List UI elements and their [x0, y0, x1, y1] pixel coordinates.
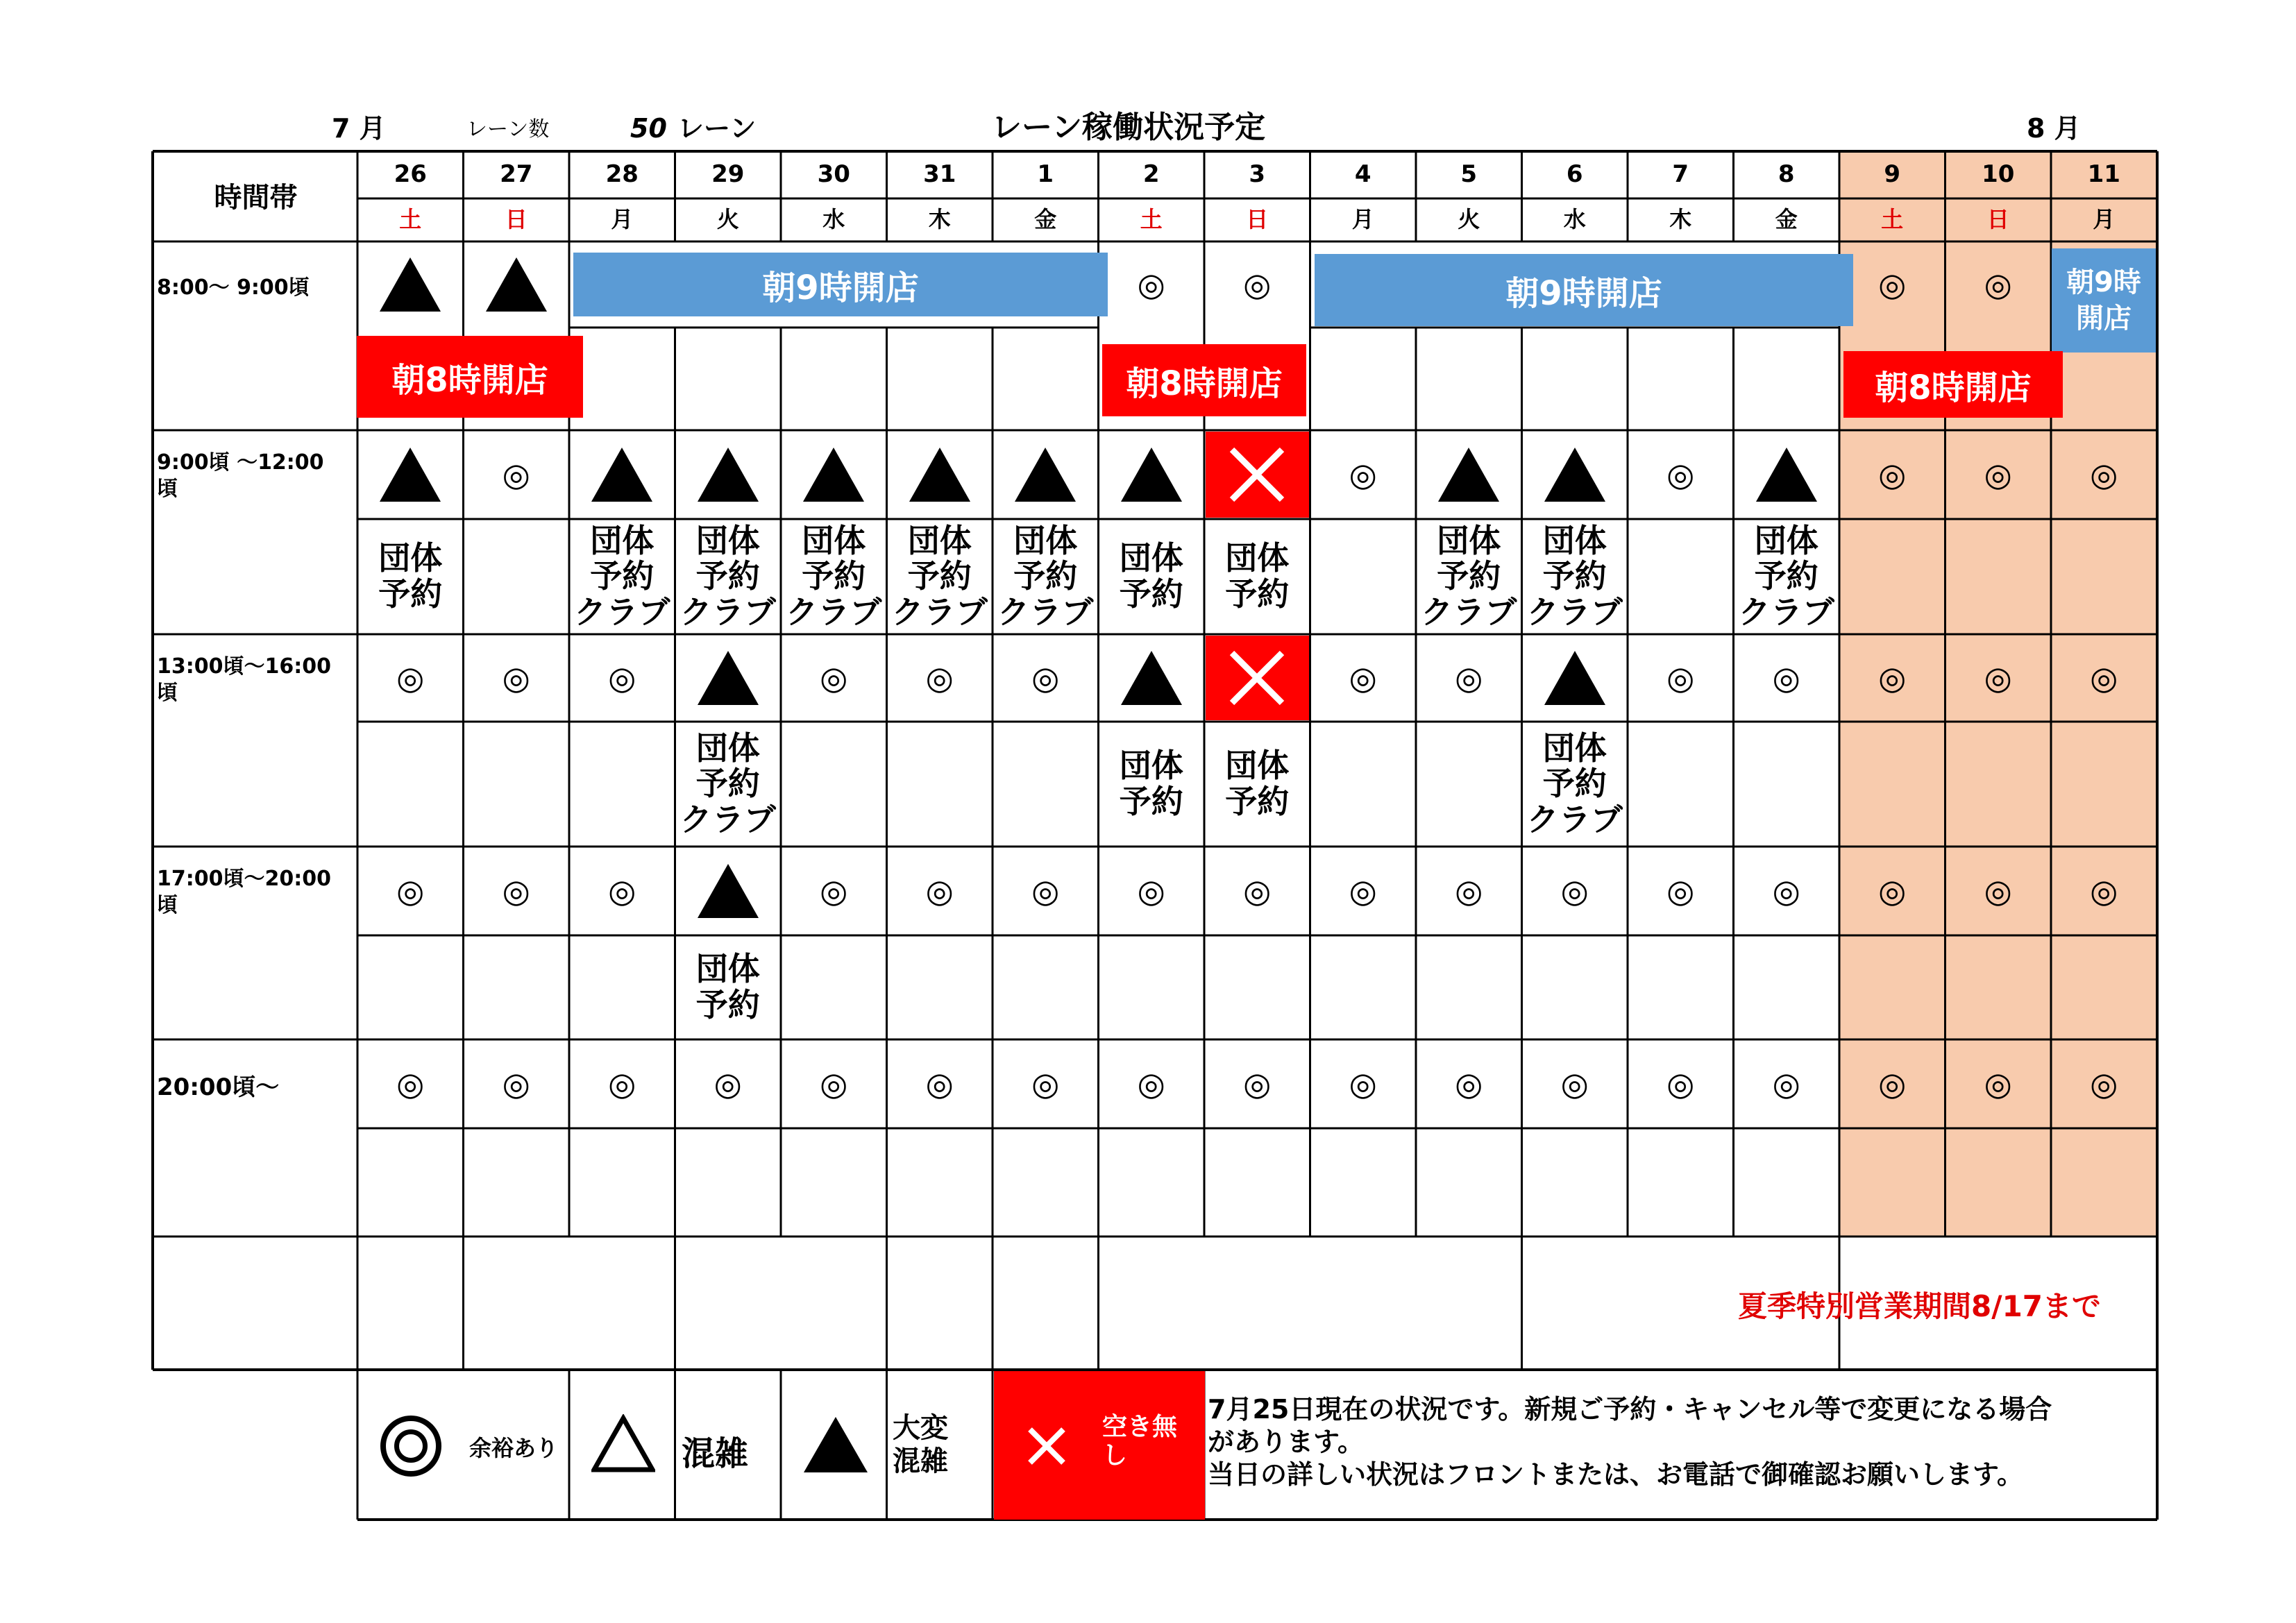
- dow-cell: 木: [928, 206, 951, 233]
- status-triangle-icon: [781, 430, 887, 519]
- status-circle-icon: ◎: [1878, 872, 1907, 910]
- group-note-text: 団体 予約: [1119, 747, 1183, 820]
- date-cell: 7: [1672, 160, 1689, 189]
- group-reservation-note: [675, 935, 782, 1039]
- status-circle-icon: ◎: [502, 455, 530, 493]
- summer-note: 夏季特別営業期間8/17まで: [1738, 1289, 2102, 1323]
- date-cell: 11: [2087, 160, 2120, 189]
- status-circle-icon: ◎: [1666, 872, 1695, 910]
- group-note-text: 団体 予約: [695, 950, 760, 1023]
- status-circle-icon: ◎: [820, 658, 848, 697]
- status-circle-icon: ◎: [608, 658, 636, 697]
- date-cell: 27: [500, 160, 533, 189]
- legend-x-label: 空き無 し: [1102, 1413, 1178, 1470]
- dow-cell: 水: [822, 206, 845, 233]
- status-circle-icon: ◎: [1031, 658, 1060, 697]
- status-circle-icon: ◎: [1243, 872, 1272, 910]
- page-title: レーン稼働状況予定: [991, 110, 1266, 145]
- status-circle-icon: ◎: [1666, 1064, 1695, 1103]
- status-triangle-icon: [464, 241, 570, 328]
- status-circle-icon: ◎: [820, 872, 848, 910]
- status-circle-icon: ◎: [1666, 455, 1695, 493]
- status-circle-icon: ◎: [2090, 1064, 2118, 1103]
- status-circle-icon: ◎: [608, 872, 636, 910]
- status-circle-icon: ◎: [1349, 455, 1377, 493]
- date-cell: 2: [1142, 160, 1160, 189]
- group-note-text: 団体 予約 クラブ: [997, 521, 1094, 631]
- group-reservation-note: [1099, 722, 1205, 847]
- legend-open-triangle-label: 混雑: [682, 1434, 749, 1473]
- legend-filled-triangle-icon: [802, 1416, 869, 1474]
- dow-cell: 火: [1458, 206, 1480, 233]
- status-circle-icon: ◎: [820, 1064, 848, 1103]
- status-triangle-icon: [1734, 430, 1840, 519]
- date-cell: 10: [1982, 160, 2015, 189]
- dow-cell: 土: [1140, 206, 1163, 233]
- status-circle-icon: ◎: [1031, 872, 1060, 910]
- status-circle-icon: ◎: [2090, 658, 2118, 697]
- group-reservation-note: [1416, 519, 1522, 634]
- group-reservation-note: [1734, 519, 1840, 634]
- status-triangle-shape: [1544, 651, 1605, 705]
- status-triangle-shape: [698, 651, 759, 705]
- banner-open9-a: 朝9時開店: [573, 253, 1108, 316]
- status-circle-icon: ◎: [1560, 872, 1589, 910]
- status-circle-icon: ◎: [1878, 658, 1907, 697]
- group-reservation-note: [1204, 722, 1310, 847]
- status-x-icon: [1228, 649, 1286, 707]
- status-circle-icon: ◎: [502, 658, 530, 697]
- status-circle-icon: ◎: [502, 872, 530, 910]
- time-slot-1: 8:00～ 9:00頃: [157, 275, 310, 300]
- status-circle-icon: ◎: [1455, 1064, 1483, 1103]
- status-triangle-icon: [993, 430, 1099, 519]
- status-triangle-shape: [698, 448, 759, 502]
- status-triangle-shape: [1756, 448, 1817, 502]
- banner-open8-b: 朝8時開店: [1102, 344, 1306, 416]
- status-circle-icon: ◎: [1560, 1064, 1589, 1103]
- banner-open9-b: 朝9時開店: [1315, 254, 1853, 326]
- status-circle-icon: ◎: [396, 658, 425, 697]
- legend-notice: 7月25日現在の状況です。新規ご予約・キャンセル等で変更になる場合 があります。 当日の詳しい状況はフロントまたは、お電話で御確認お願いします。: [1208, 1394, 2052, 1490]
- group-note-text: 団体 予約: [1225, 539, 1290, 613]
- group-note-text: 団体 予約 クラブ: [1526, 521, 1623, 631]
- status-circle-icon: ◎: [2090, 872, 2118, 910]
- lanes-count: 50: [630, 113, 667, 144]
- status-circle-icon: ◎: [396, 872, 425, 910]
- status-triangle-shape: [909, 448, 970, 502]
- dow-cell: 木: [1669, 206, 1692, 233]
- status-triangle-icon: [1099, 430, 1205, 519]
- status-circle-icon: ◎: [1878, 455, 1907, 493]
- banner-open8-a: 朝8時開店: [357, 336, 583, 418]
- status-triangle-shape: [486, 257, 547, 312]
- group-reservation-note: [569, 519, 675, 634]
- status-circle-icon: ◎: [1243, 265, 1272, 303]
- status-circle-icon: ◎: [1137, 1064, 1165, 1103]
- group-note-text: 団体 予約 クラブ: [679, 729, 776, 838]
- lanes-label: レーン数: [466, 117, 550, 142]
- status-circle-icon: ◎: [1984, 872, 2012, 910]
- group-reservation-note: [1522, 519, 1628, 634]
- status-full-cell: [1206, 432, 1309, 518]
- banner-open8-c: 朝8時開店: [1843, 351, 2063, 418]
- status-triangle-icon: [887, 430, 993, 519]
- status-triangle-shape: [803, 448, 864, 502]
- dow-cell: 日: [505, 206, 527, 233]
- banner-open9-c: 朝9時 開店: [2052, 248, 2156, 352]
- date-cell: 8: [1778, 160, 1795, 189]
- status-circle-icon: ◎: [1349, 872, 1377, 910]
- group-note-text: 団体 予約 クラブ: [679, 521, 776, 631]
- group-reservation-note: [1204, 519, 1310, 634]
- group-note-text: 団体 予約 クラブ: [891, 521, 988, 631]
- status-x-icon: [1228, 445, 1286, 504]
- status-triangle-shape: [1015, 448, 1076, 502]
- status-triangle-icon: [1099, 634, 1205, 722]
- status-triangle-shape: [1438, 448, 1499, 502]
- group-reservation-note: [357, 519, 464, 634]
- status-triangle-icon: [357, 241, 464, 328]
- dow-cell: 土: [399, 206, 422, 233]
- group-note-text: 団体 予約: [1225, 747, 1290, 820]
- group-reservation-note: [1522, 722, 1628, 847]
- legend-filled-triangle-label: 大変 混雑: [893, 1412, 948, 1477]
- status-circle-icon: ◎: [1984, 658, 2012, 697]
- month-right: 8 月: [2027, 113, 2081, 144]
- dow-cell: 日: [1986, 206, 2009, 233]
- group-note-text: 団体 予約 クラブ: [1738, 521, 1834, 631]
- dow-cell: 月: [1351, 206, 1374, 233]
- legend-circle-icon: [380, 1416, 441, 1477]
- group-note-text: 団体 予約 クラブ: [574, 521, 670, 631]
- status-circle-icon: ◎: [1878, 1064, 1907, 1103]
- group-reservation-note: [1099, 519, 1205, 634]
- date-cell: 31: [923, 160, 956, 189]
- group-reservation-note: [887, 519, 993, 634]
- group-note-text: 団体 予約: [1119, 539, 1183, 613]
- status-circle-icon: ◎: [502, 1064, 530, 1103]
- status-circle-icon: ◎: [1984, 1064, 2012, 1103]
- date-cell: 28: [605, 160, 639, 189]
- group-note-text: 団体 予約 クラブ: [1526, 729, 1623, 838]
- status-triangle-shape: [591, 448, 652, 502]
- status-triangle-shape: [1121, 448, 1182, 502]
- status-triangle-shape: [1121, 651, 1182, 705]
- status-triangle-shape: [698, 864, 759, 918]
- group-reservation-note: [781, 519, 887, 634]
- status-circle-icon: ◎: [1349, 658, 1377, 697]
- dow-cell: 火: [716, 206, 739, 233]
- status-triangle-icon: [1522, 430, 1628, 519]
- status-circle-icon: ◎: [1243, 1064, 1272, 1103]
- status-circle-icon: ◎: [1455, 872, 1483, 910]
- status-circle-icon: ◎: [925, 872, 954, 910]
- status-circle-icon: ◎: [396, 1064, 425, 1103]
- date-cell: 4: [1354, 160, 1371, 189]
- status-triangle-icon: [675, 847, 782, 935]
- time-slot-5: 20:00頃～: [157, 1073, 280, 1101]
- status-triangle-icon: [569, 430, 675, 519]
- status-full-cell: [1206, 636, 1309, 720]
- status-circle-icon: ◎: [1772, 872, 1800, 910]
- date-cell: 5: [1460, 160, 1478, 189]
- dow-cell: 土: [1881, 206, 1904, 233]
- status-circle-icon: ◎: [714, 1064, 742, 1103]
- status-triangle-icon: [1416, 430, 1522, 519]
- time-slot-2: 9:00頃 ～12:00 頃: [157, 450, 324, 501]
- dow-cell: 金: [1775, 206, 1798, 233]
- status-circle-icon: ◎: [1878, 265, 1907, 303]
- time-slot-3: 13:00頃～16:00 頃: [157, 654, 331, 705]
- dow-cell: 月: [2093, 206, 2116, 233]
- date-cell: 3: [1249, 160, 1266, 189]
- status-circle-icon: ◎: [2090, 455, 2118, 493]
- status-circle-icon: ◎: [1031, 1064, 1060, 1103]
- month-left: 7 月: [332, 113, 386, 144]
- legend-circle-label: 余裕あり: [469, 1435, 559, 1461]
- date-cell: 9: [1884, 160, 1901, 189]
- status-circle-icon: ◎: [1772, 1064, 1800, 1103]
- status-circle-icon: ◎: [1984, 265, 2012, 303]
- legend-x-icon: [1026, 1425, 1067, 1467]
- status-circle-icon: ◎: [1349, 1064, 1377, 1103]
- status-triangle-shape: [380, 257, 441, 312]
- time-slot-4: 17:00頃～20:00 頃: [157, 867, 331, 917]
- status-circle-icon: ◎: [925, 1064, 954, 1103]
- status-circle-icon: ◎: [1455, 658, 1483, 697]
- legend-open-triangle-icon: [591, 1414, 655, 1472]
- group-reservation-note: [993, 519, 1099, 634]
- status-triangle-shape: [380, 448, 441, 502]
- status-circle-icon: ◎: [608, 1064, 636, 1103]
- group-reservation-note: [675, 519, 782, 634]
- status-circle-icon: ◎: [1984, 455, 2012, 493]
- group-note-text: 団体 予約 クラブ: [786, 521, 882, 631]
- status-circle-icon: ◎: [1772, 658, 1800, 697]
- status-circle-icon: ◎: [1137, 872, 1165, 910]
- dow-cell: 日: [1246, 206, 1269, 233]
- dow-cell: 月: [611, 206, 634, 233]
- status-triangle-icon: [675, 430, 782, 519]
- group-reservation-note: [675, 722, 782, 847]
- time-header: 時間帯: [214, 182, 298, 214]
- status-triangle-icon: [357, 430, 464, 519]
- status-triangle-shape: [1544, 448, 1605, 502]
- date-cell: 30: [817, 160, 850, 189]
- lanes-unit: レーン: [677, 113, 757, 144]
- group-note-text: 団体 予約: [378, 539, 443, 613]
- date-cell: 1: [1037, 160, 1054, 189]
- status-circle-icon: ◎: [1666, 658, 1695, 697]
- status-circle-icon: ◎: [1137, 265, 1165, 303]
- status-circle-icon: ◎: [925, 658, 954, 697]
- date-cell: 29: [711, 160, 745, 189]
- status-triangle-icon: [675, 634, 782, 722]
- date-cell: 26: [394, 160, 427, 189]
- date-cell: 6: [1566, 160, 1583, 189]
- dow-cell: 金: [1034, 206, 1057, 233]
- status-triangle-icon: [1522, 634, 1628, 722]
- dow-cell: 水: [1563, 206, 1586, 233]
- group-note-text: 団体 予約 クラブ: [1421, 521, 1517, 631]
